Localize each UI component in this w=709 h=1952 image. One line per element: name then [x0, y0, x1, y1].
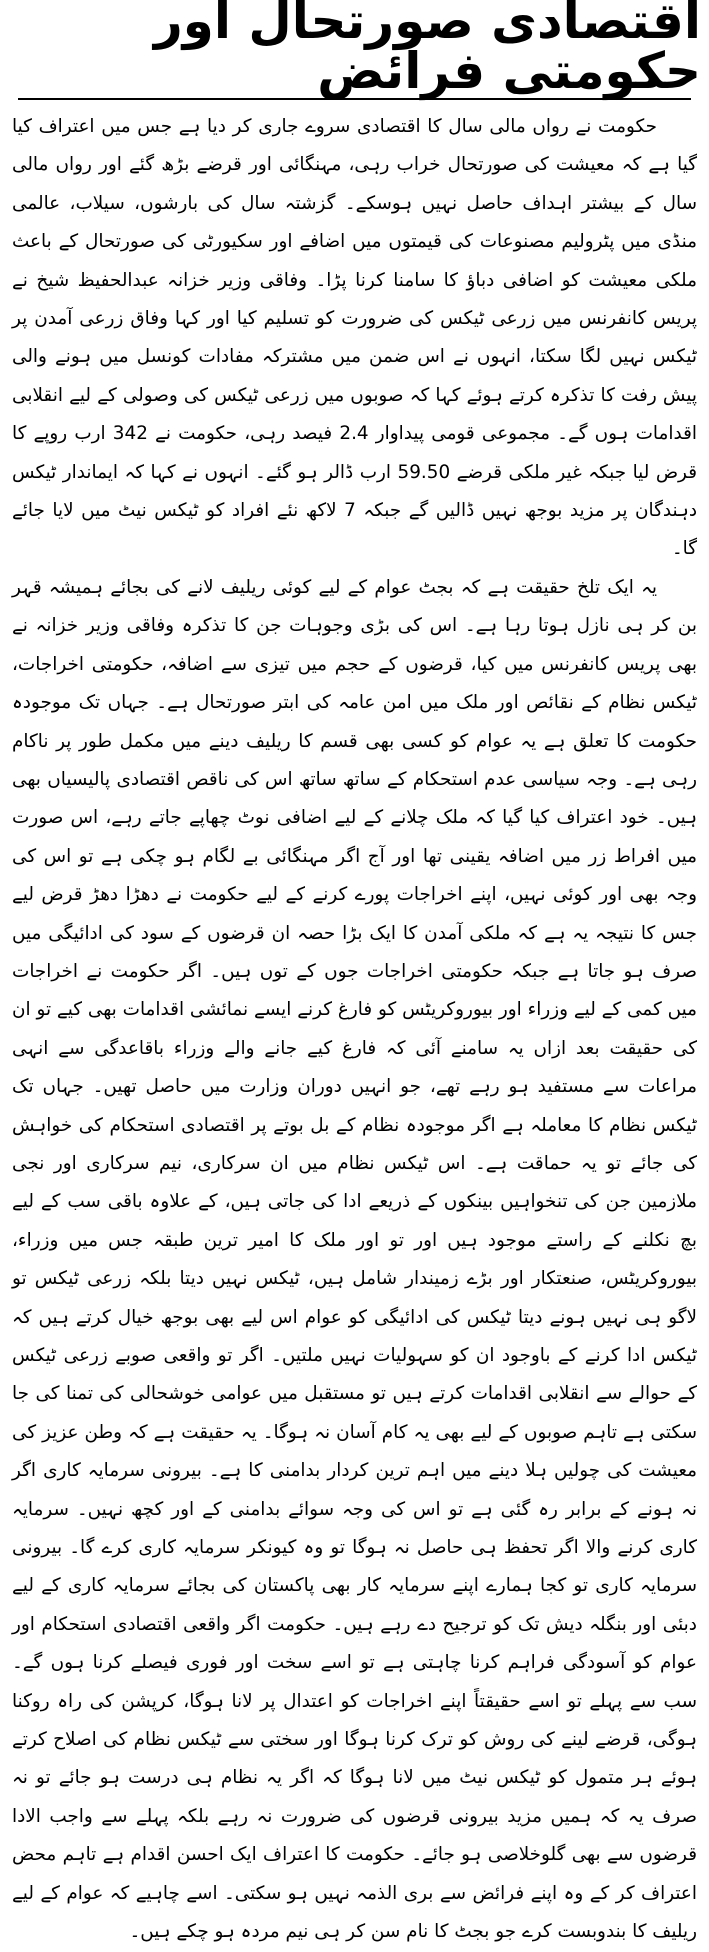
- article-body: [8, 108, 701, 1952]
- headline: اقتصادی صورتحال اور حکومتی فرائض: [153, 0, 701, 100]
- paragraph-2: یہ ایک تلخ حقیقت ہے کہ بجٹ عوام کے لیے کوئی ریلیف لانے کی بجائے ہمیشہ قہر بن کر ہی نازل ہوتا رہا ہے۔ اس کی بڑی وجوہات جن کا تذکرہ وفاقی وزیر خزانہ نے بھی پریس کانفرنس میں کیا، قرضوں کے حجم میں تیزی سے اضافہ، حکومتی اخراجات، ٹیکس نظام کے نقائص اور ملک میں امن عامہ کی ابتر صورتحال ہے۔ جہاں تک موجودہ حکومت کا تعلق ہے یہ عوام کو کسی بھی قسم کا ریلیف دینے میں مکمل طور پر ناکام رہی ہے۔ وجہ سیاسی عدم استحکام کے ساتھ ساتھ اس کی ناقص اقتصادی پالیسیاں بھی ہیں۔ خود اعتراف کیا گیا کہ ملک چلانے کے لیے اضافی نوٹ چھاپے جاتے رہے، اس صورت میں افراط زر میں اضافہ یقینی تھا اور آج اگر مہنگائی بے لگام ہو چکی ہے تو اس کی وجہ بھی اور کوئی نہیں، اپنے اخراجات پورے کرنے کے لیے حکومت نے دھڑا دھڑ قرض لیے جس کا نتیجہ یہ ہے کہ ملکی آمدن کا ایک بڑا حصہ ان قرضوں کے سود کی ادائیگی میں صرف ہو جاتا ہے جبکہ حکومتی اخراجات جوں کے توں ہیں۔ اگر حکومت نے اخراجات میں کمی کے لیے وزراء اور بیوروکریٹس کو فارغ کرنے ایسے نمائشی اقدامات بھی کیے تو ان کی حقیقت بعد ازاں یہ سامنے آئی کہ فارغ کیے جانے والے وزراء باقاعدگی سے انہی مراعات سے مستفید ہو رہے تھے، جو انہیں دوران وزارت میں حاصل تھیں۔ جہاں تک ٹیکس نظام کا معاملہ ہے اگر موجودہ نظام کے بل بوتے پر اقتصادی استحکام کی خواہش کی جائے تو یہ حماقت ہے۔ اس ٹیکس نظام میں ان سرکاری، نیم سرکاری اور نجی ملازمین جن کی تنخواہیں بینکوں کے ذریعے ادا کی جاتی ہیں، کے علاوہ باقی سب کے لیے بچ نکلنے کے راستے موجود ہیں اور تو اور ملک کا امیر ترین طبقہ جس میں وزراء، بیوروکریٹس، صنعتکار اور بڑے زمیندار شامل ہیں، ٹیکس نہیں دیتا بلکہ زرعی ٹیکس تو لاگو ہی نہیں ہونے دیتا ٹیکس کی ادائیگی کو عوام اس لیے بھی بوجھ خیال کرتے ہیں کہ ٹیکس ادا کرنے کے باوجود ان کو سہولیات نہیں ملتیں۔ اگر تو واقعی صوبے زرعی ٹیکس کے حوالے سے انقلابی اقدامات کرتے ہیں تو مستقبل میں عوامی خوشحالی کی تمنا کی جا سکتی ہے تاہم صوبوں کے لیے بھی یہ کام آسان نہ ہوگا۔ یہ حقیقت ہے کہ وطن عزیز کی معیشت کی چولیں ہلا دینے میں اہم ترین کردار بدامنی کا ہے۔ بیرونی سرمایہ کاری اگر نہ ہونے کے برابر رہ گئی ہے تو اس کی وجہ سوائے بدامنی کے اور کچھ نہیں۔ سرمایہ کاری کرنے والا اگر تحفظ ہی حاصل نہ ہوگا تو وہ کیونکر سرمایہ کاری کرے گا۔ بیرونی سرمایہ کاری تو کجا ہمارے اپنے سرمایہ کار بھی پاکستان کی بجائے سرمایہ کاری کے لیے دبئی اور بنگلہ دیش تک کو ترجیح دے رہے ہیں۔ حکومت اگر واقعی اقتصادی استحکام اور عوام کو آسودگی فراہم کرنا چاہتی ہے تو اسے سخت اور فوری فیصلے کرنا ہوں گے۔ سب سے پہلے تو اسے حقیقتاً اپنے اخراجات کو اعتدال پر لانا ہوگا، کرپشن کی راہ روکنا ہوگی، قرضے لینے کی روش کو ترک کرنا ہوگا اور سختی سے ٹیکس نظام کی اصلاح کرتے ہوئے ہر متمول کو ٹیکس نیٹ میں لانا ہوگا کہ اگر یہ نظام ہی درست ہو جائے تو نہ صرف یہ کہ ہمیں مزید بیرونی قرضوں کی ضرورت نہ رہے بلکہ پہلے سے واجب الادا قرضوں سے بھی گلوخلاصی ہو جائے۔ حکومت کا اعتراف ایک احسن اقدام ہے تاہم محض اعتراف کر کے وہ اپنے فرائض سے بری الذمہ نہیں ہو سکتی۔ اسے چاہیے کہ عوام کے لیے ریلیف کا بندوبست کرے جو بجٹ کا نام سن کر ہی نیم مردہ ہو چکے ہیں۔: [12, 576, 697, 1943]
- paragraph-1: حکومت نے رواں مالی سال کا اقتصادی سروے جاری کر دیا ہے جس میں اعتراف کیا گیا ہے کہ معیشت کی صورتحال خراب رہی، مہنگائی اور قرضے بڑھ گئے اور رواں مالی سال کے بیشتر اہداف حاصل نہیں ہوسکے۔ گزشتہ سال کی بارشوں، سیلاب، عالمی منڈی میں پٹرولیم مصنوعات کی قیمتوں میں اضافے اور سکیورٹی کی صورتحال کے باعث ملکی معیشت کو اضافی دباؤ کا سامنا کرنا پڑا۔ وفاقی وزیر خزانہ عبدالحفیظ شیخ نے پریس کانفرنس میں زرعی ٹیکس کی ضرورت کو تسلیم کیا اور کہا وفاق زرعی آمدن پر ٹیکس نہیں لگا سکتا، انہوں نے اس ضمن میں مشترکہ مفادات کونسل میں ہونے والی پیش رفت کا تذکرہ کرتے ہوئے کہا کہ صوبوں میں زرعی ٹیکس کی وصولی کے لیے انقلابی اقدامات ہوں گے۔ مجموعی قومی پیداوار 2.4 فیصد رہی، حکومت نے 342 ارب روپے کا قرض لیا جبکہ غیر ملکی قرضے 59.50 ارب ڈالر ہو گئے۔ انہوں نے کہا کہ ایماندار ٹیکس دہندگان پر مزید بوجھ نہیں ڈالیں گے جبکہ 7 لاکھ نئے افراد کو ٹیکس نیٹ میں لایا جائے گا۔: [12, 116, 698, 560]
